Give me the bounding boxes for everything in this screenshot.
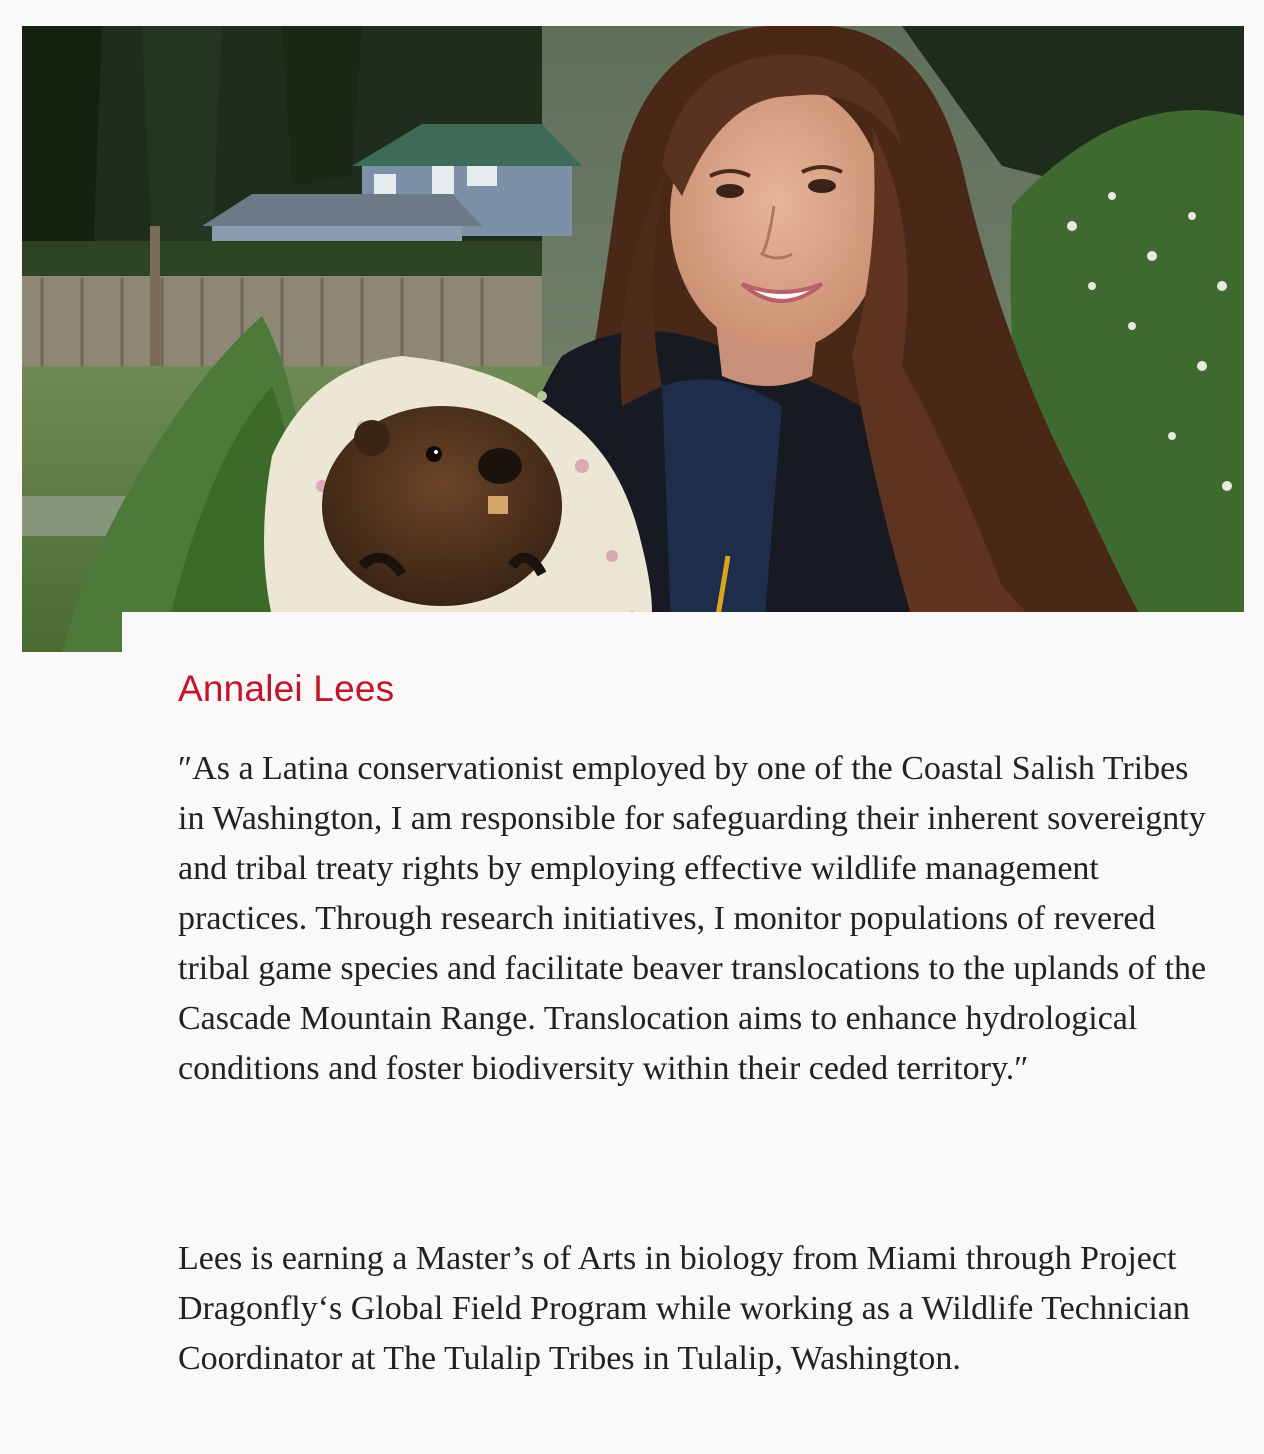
photo-illustration	[22, 26, 1244, 652]
profile-name: Annalei Lees	[178, 668, 395, 709]
profile-quote: ″As a Latina conservationist employed by one of the Coastal Salish Tribes in Washington, I am responsible for safeguarding their inherent sovereignty and tribal treaty rights by employing effective wildlife management practices. Through research initiatives, I monitor populations of revered tribal game species and facilitate beaver translocations to the uplands of the Cascade Mountain Range. Translocation aims to enhance hydrological conditions and foster biodiversity within their ceded territory.″	[178, 750, 1207, 1087]
profile-photo	[22, 26, 1244, 652]
profile-bio: Lees is earning a Master’s of Arts in biology from Miami through Project Dragonfly‘s Global Field Program while working as a Wildlife Technician Coordinator at The Tulalip Tribes in Tulalip, Washington.	[178, 1240, 1190, 1377]
